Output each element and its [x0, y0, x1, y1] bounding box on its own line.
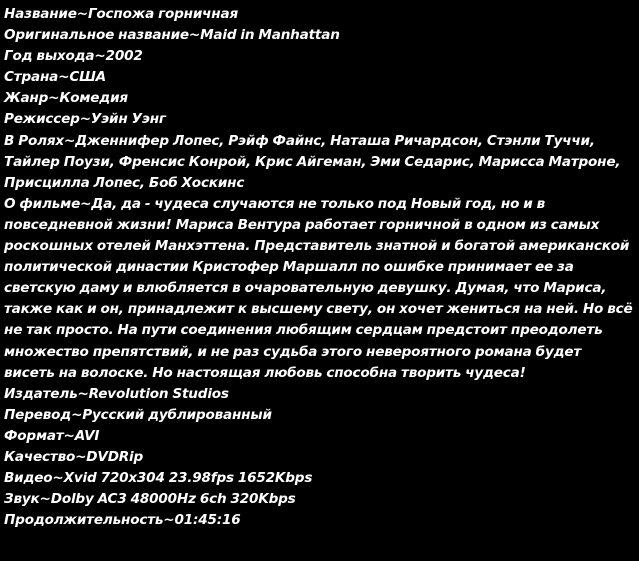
genre-line: Жанр~Комедия: [4, 90, 128, 107]
movie-info-text: [4, 4, 637, 531]
title-line: Название~Госпожа горничная: [4, 6, 238, 22]
about-line: О фильме~Да, да - чудеса случаются не только под Новый год, но и в повседневной жизни! Мариса Вентура работает горничной в одном из самых роскошных отелей Манхэттена. Представитель знатной и богатой американской политической династии Кристофер Маршалл по ошибке принимает ее за светскую даму и влюбляется в очаровательную девушку. Думая, что Мариса, также как и он, принадлежит к высшему свету, он хочет жениться на ней. Но всё не так просто. На пути соединения любящим сердцам предстоит преодолеть множество препятствий, и не раз судьба этого невероятного романа будет висеть на волоске. Но настоящая любовь способна творить чудеса!: [4, 195, 637, 381]
year-line: Год выхода~2002: [4, 48, 143, 65]
original-title-line: Оригинальное название~Maid in Manhattan: [4, 27, 340, 44]
director-line: Режиссер~Уэйн Уэнг: [4, 111, 166, 128]
format-line: Формат~AVI: [4, 427, 100, 444]
publisher-line: Издатель~Revolution Studios: [4, 385, 229, 402]
country-line: Страна~США: [4, 69, 107, 86]
quality-line: Качество~DVDRip: [4, 448, 144, 465]
duration-line: Продолжительность~01:45:16: [4, 512, 241, 529]
cast-line: В Ролях~Дженнифер Лопес, Рэйф Файнс, Наташа Ричардсон, Стэнли Туччи, Тайлер Поузи, Френсис Конрой, Крис Айгеман, Эми Седарис, Марисса Матроне, Присцилла Лопес, Боб Хоскинс: [4, 132, 625, 191]
video-line: Видео~Xvid 720x304 23.98fps 1652Kbps: [4, 470, 313, 487]
translation-line: Перевод~Русский дублированный: [4, 406, 272, 423]
audio-line: Звук~Dolby AC3 48000Hz 6ch 320Kbps: [4, 491, 296, 508]
